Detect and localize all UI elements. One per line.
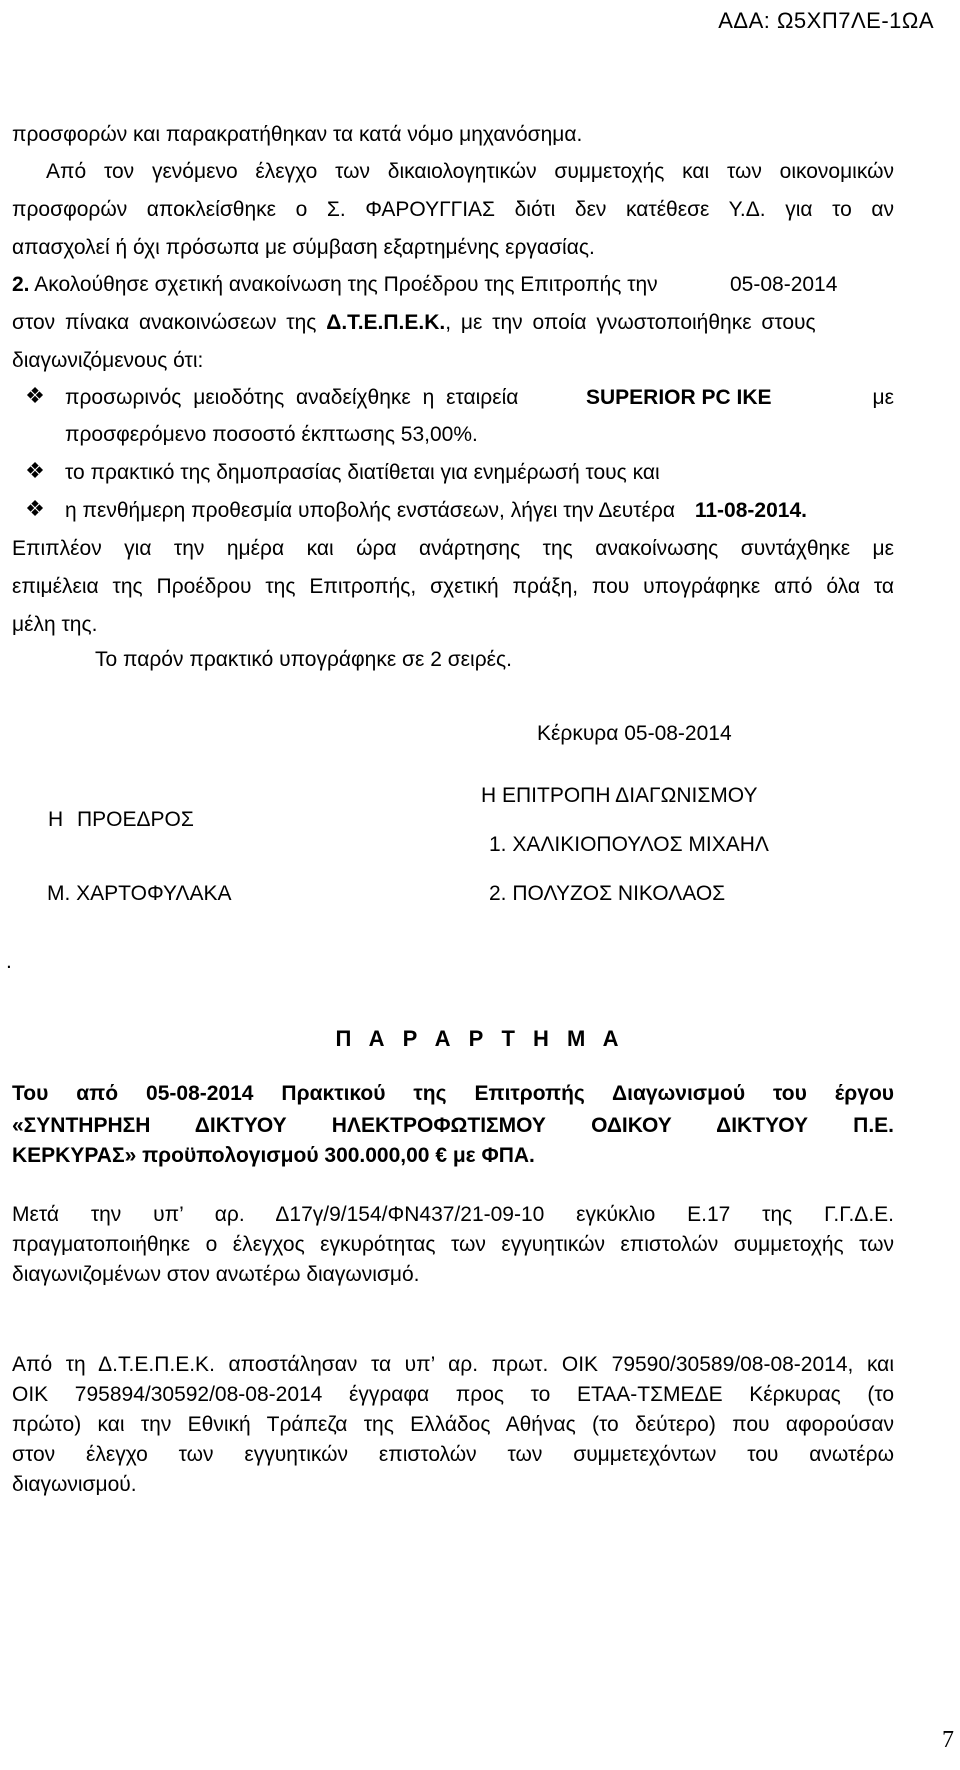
stray-dot: . xyxy=(6,950,12,973)
item2-line2 xyxy=(12,309,894,336)
appendix-para1-line: Μετά την υπ’ αρ. Δ17γ/9/154/ΦΝ437/21-09-10 εγκύκλιο Ε.17 της Γ.Γ.Δ.Ε. xyxy=(12,1203,894,1226)
item2-number: 2. xyxy=(12,273,30,296)
item2-line1 xyxy=(12,271,894,298)
item2-line3: διαγωνιζόμενους ότι: xyxy=(12,349,204,372)
copies-note: Το παρόν πρακτικό υπογράφηκε σε 2 σειρές. xyxy=(95,648,512,671)
body-line: απασχολεί ή όχι πρόσωπα με σύμβαση εξαρτημένης εργασίας. xyxy=(12,236,595,259)
appendix-para2-line: Από τη Δ.Τ.Ε.Π.Ε.Κ. αποστάλησαν τα υπ’ αρ. πρωτ. ΟΙΚ 79590/30589/08-08-2014, και xyxy=(12,1353,894,1376)
bullet-icon: ❖ xyxy=(25,496,45,521)
appendix-para2-line: ΟΙΚ 795894/30592/08-08-2014 έγγραφα προς το ΕΤΑΑ-ΤΣΜΕΔΕ Κέρκυρας (το xyxy=(12,1383,894,1406)
discount-percentage: 53,00%. xyxy=(400,423,478,446)
org-acronym: Δ.Τ.Ε.Π.Ε.Κ. xyxy=(326,311,446,334)
committee-member-1: 1. ΧΑΛΙΚΙΟΠΟΥΛΟΣ ΜΙΧΑΗΛ xyxy=(489,833,769,856)
bullet-1-end: με xyxy=(872,386,894,409)
appendix-para1-line: διαγωνιζομένων στον ανωτέρω διαγωνισμό. xyxy=(12,1263,420,1286)
objection-deadline: 11-08-2014. xyxy=(694,499,807,522)
committee-title: Η ΕΠΙΤΡΟΠΗ ΔΙΑΓΩΝΙΣΜΟΥ xyxy=(481,784,758,807)
bullet-icon: ❖ xyxy=(25,383,45,408)
bullet-2-text: το πρακτικό της δημοπρασίας διατίθεται για ενημέρωσή τους και xyxy=(65,461,660,484)
item2-line2-rest: , με την οποία γνωστοποιήθηκε στους xyxy=(445,311,816,334)
body-line: προσφορών και παρακρατήθηκαν τα κατά νόμο μηχανόσημα. xyxy=(12,123,583,146)
closing-line: επιμέλεια της Προέδρου της Επιτροπής, σχετική πράξη, που υπογράφηκε από όλα τα xyxy=(12,575,894,598)
item2-text: Ακολούθησε σχετική ανακοίνωση της Προέδρου της Επιτροπής την xyxy=(34,273,658,296)
appendix-heading-line: Του από 05-08-2014 Πρακτικού της Επιτροπής Διαγωνισμού του έργου xyxy=(12,1082,894,1105)
bullet-1-text: προσωρινός μειοδότης αναδείχθηκε η εταιρεία xyxy=(65,386,519,409)
ada-code-header: ΑΔΑ: Ω5ΧΠ7ΛΕ-1ΩΑ xyxy=(718,8,934,33)
item2-line2-text: στον πίνακα ανακοινώσεων της xyxy=(12,311,317,334)
appendix-para2-line: διαγωνισμού. xyxy=(12,1473,137,1496)
item2-date: 05-08-2014 xyxy=(730,273,838,296)
body-line: προσφορών αποκλείσθηκε ο Σ. ΦΑΡΟΥΓΓΙΑΣ διότι δεν κατέθεσε Υ.Δ. για το αν xyxy=(12,198,894,221)
page-number: 7 xyxy=(942,1727,954,1753)
appendix-para2-line: στον έλεγχο των εγγυητικών επιστολών των συμμετεχόντων του ανωτέρω xyxy=(12,1443,894,1466)
appendix-heading-line: «ΣΥΝΤΗΡΗΣΗ ΔΙΚΤΥΟΥ ΗΛΕΚΤΡΟΦΩΤΙΣΜΟΥ ΟΔΙΚΟΥ ΔΙΚΤΥΟΥ Π.Ε. xyxy=(12,1114,894,1137)
company-name: SUPERIOR PC ΙΚΕ xyxy=(586,386,772,409)
bullet-icon: ❖ xyxy=(25,458,45,483)
bullet-1-line1 xyxy=(65,384,894,411)
appendix-para2-line: πρώτο) και την Εθνική Τράπεζα της Ελλάδος Αθήνας (το δεύτερο) που αφορούσαν xyxy=(12,1413,894,1436)
place-date: Κέρκυρα 05-08-2014 xyxy=(537,722,732,745)
appendix-heading-line: ΚΕΡΚΥΡΑΣ» προϋπολογισμού 300.000,00 € με ΦΠΑ. xyxy=(12,1144,535,1167)
appendix-para1-line: πραγματοποιήθηκε ο έλεγχος εγκυρότητας των εγγυητικών επιστολών συμμετοχής των xyxy=(12,1233,894,1256)
bullet-1-line2-text: προσφερόμενο ποσοστό έκπτωσης xyxy=(65,423,395,446)
closing-line: μέλη της. xyxy=(12,613,98,636)
bullet-1-line2 xyxy=(65,421,478,448)
chair-name: Μ. ΧΑΡΤΟΦΥΛΑΚΑ xyxy=(47,882,232,905)
appendix-title: Π Α Ρ Α Ρ Τ Η Μ Α xyxy=(335,1026,625,1051)
chair-title: Η ΠΡΟΕΔΡΟΣ xyxy=(48,808,194,831)
closing-line: Επιπλέον για την ημέρα και ώρα ανάρτησης της ανακοίνωσης συντάχθηκε με xyxy=(12,537,894,560)
bullet-3-line xyxy=(65,497,807,524)
body-line: Από τον γενόμενο έλεγχο των δικαιολογητικών συμμετοχής και των οικονομικών xyxy=(46,160,894,183)
committee-member-2: 2. ΠΟΛΥΖΟΣ ΝΙΚΟΛΑΟΣ xyxy=(489,882,726,905)
bullet-3-text: η πενθήμερη προθεσμία υποβολής ενστάσεων, λήγει την Δευτέρα xyxy=(65,499,676,522)
